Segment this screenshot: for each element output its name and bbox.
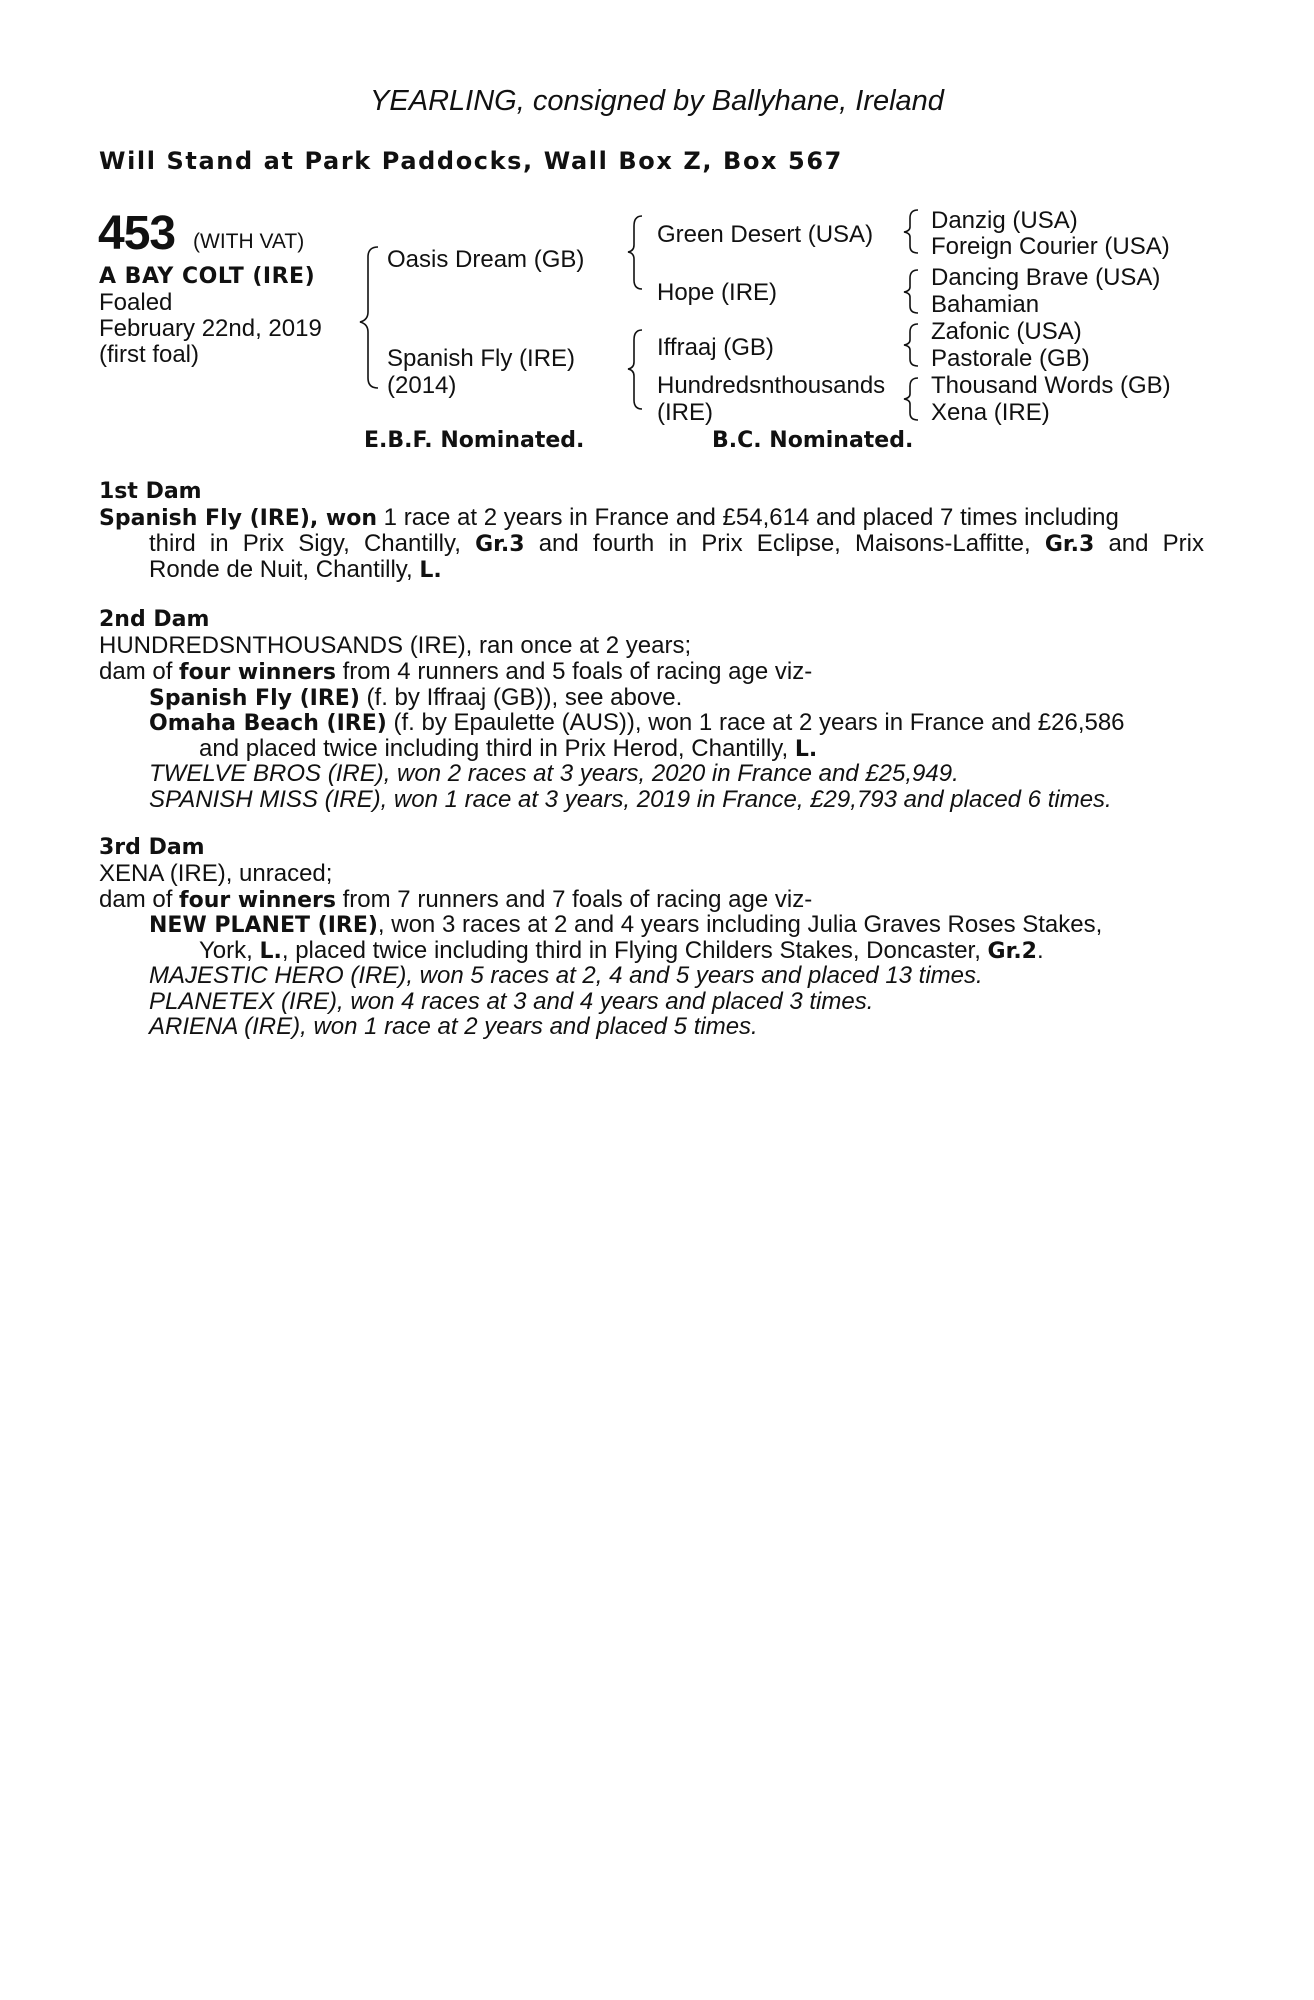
dam2-offspring-2-text: (f. by Epaulette (AUS)), won 1 race at 2 years in France and £26,586: [386, 709, 1125, 736]
dam3-offspring-1-grade: Gr.2: [987, 939, 1037, 964]
dam3-offspring-1-listed: L.: [259, 939, 282, 964]
brace-generation-1: [360, 247, 378, 388]
ebf-nomination: E.B.F. Nominated.: [364, 428, 585, 453]
pedigree-dam-year: (2014): [387, 372, 457, 399]
pedigree-dam-dam: Hundredsnthousands: [657, 372, 886, 399]
foaled-label: Foaled: [99, 289, 173, 316]
section-title-3rd-dam: 3rd Dam: [99, 835, 205, 860]
dam3-offspring-4: [149, 1013, 758, 1041]
section-title-1st-dam: 1st Dam: [99, 479, 202, 504]
dam3-offspring-1-text-2a: York,: [199, 937, 260, 964]
lot-number: 453: [98, 207, 176, 260]
dam3-offspring-3: [149, 988, 873, 1016]
dam1-text-2c: and Prix: [1094, 530, 1205, 557]
dam1-line-3: [149, 556, 442, 584]
dam2-offspring-3: [149, 760, 959, 788]
dam1-line-1: [99, 504, 1204, 532]
bc-nomination: B.C. Nominated.: [712, 428, 914, 453]
page-title: YEARLING, consigned by Ballyhane, Ireland: [370, 85, 944, 117]
dam2-offspring-4: [149, 786, 1112, 814]
dam2-offspring-2-text-2: and placed twice including third in Prix Herod, Chantilly,: [199, 735, 795, 762]
pedigree-sire-dam: Hope (IRE): [657, 279, 778, 306]
dam2-line-1: HUNDREDSNTHOUSANDS (IRE), ran once at 2 years;: [99, 632, 692, 659]
dam2-text-2a: dam of: [99, 658, 180, 685]
dam3-line-1: XENA (IRE), unraced;: [99, 860, 333, 887]
pedigree-dss: Zafonic (USA): [931, 318, 1082, 345]
foaled-date: February 22nd, 2019: [99, 315, 322, 342]
dam3-offspring-1-name: NEW PLANET (IRE): [149, 913, 378, 938]
lot-name: A BAY COLT (IRE): [99, 264, 316, 289]
dam3-line-2: [99, 886, 812, 914]
dam1-text-2a: third in Prix Sigy, Chantilly,: [149, 530, 476, 557]
dam1-grade-1: Gr.3: [475, 532, 525, 557]
pedigree-ssd: Foreign Courier (USA): [931, 233, 1170, 260]
pedigree-dam: Spanish Fly (IRE): [387, 345, 576, 372]
dam2-offspring-1-name: Spanish Fly (IRE): [149, 686, 360, 711]
dam3-offspring-1-text-2b: , placed twice including third in Flying Childers Stakes, Doncaster,: [281, 937, 988, 964]
dam2-offspring-1-text: (f. by Iffraaj (GB)), see above.: [359, 684, 683, 711]
dam3-offspring-2-name: MAJESTIC HERO (IRE): [149, 962, 407, 989]
dam3-offspring-4-text: , won 1 race at 2 years and placed 5 times.: [300, 1013, 758, 1040]
foal-note: (first foal): [99, 341, 200, 368]
dam2-offspring-4-name: SPANISH MISS (IRE): [149, 786, 381, 813]
dam3-text-2c: from 7 runners and 7 foals of racing age viz-: [335, 886, 813, 913]
dam3-offspring-2-text: , won 5 races at 2, 4 and 5 years and placed 13 times.: [406, 962, 983, 989]
dam1-grade-2: Gr.3: [1044, 532, 1095, 557]
dam3-text-2a: dam of: [99, 886, 180, 913]
dam2-offspring-1: [149, 684, 682, 712]
dam3-offspring-1-text: , won 3 races at 2 and 4 years including Julia Graves Roses Stakes,: [377, 911, 1103, 938]
pedigree-dds: Thousand Words (GB): [931, 372, 1171, 399]
dam2-line-2: [99, 658, 812, 686]
dam3-offspring-4-name: ARIENA (IRE): [149, 1013, 301, 1040]
vat-note: (WITH VAT): [193, 230, 305, 253]
brace-iffraaj: [904, 324, 918, 366]
pedigree-dsd: Pastorale (GB): [931, 345, 1090, 372]
brace-hundredsnthousands: [904, 378, 918, 420]
brace-green-desert: [904, 210, 918, 253]
section-title-2nd-dam: 2nd Dam: [99, 607, 210, 632]
pedigree-sss: Danzig (USA): [931, 207, 1078, 234]
dam1-text-1: 1 race at 2 years in France and £54,614 and placed 7 times including: [377, 504, 1119, 531]
dam1-text-2b: and fourth in Prix Eclipse, Maisons-Laffitte,: [524, 530, 1045, 557]
pedigree-dam-sire: Iffraaj (GB): [657, 334, 774, 361]
dam2-offspring-3-name: TWELVE BROS (IRE): [149, 760, 384, 787]
dam1-name: Spanish Fly (IRE): [99, 506, 310, 531]
pedigree-ddd: Xena (IRE): [931, 399, 1050, 426]
dam1-won: , won: [309, 506, 378, 531]
brace-hope: [904, 270, 918, 313]
dam3-offspring-1-line-2: [199, 937, 1044, 965]
dam3-offspring-1-text-2c: .: [1036, 937, 1044, 964]
dam1-line-2: [149, 530, 1204, 558]
brace-sire-line: [628, 216, 642, 289]
dam2-offspring-2-line-2: [199, 735, 817, 763]
pedigree-sdd: Bahamian: [931, 291, 1040, 318]
stand-location: Will Stand at Park Paddocks, Wall Box Z, Box 567: [99, 147, 843, 175]
dam2-text-2c: from 4 runners and 5 foals of racing age viz-: [335, 658, 813, 685]
brace-dam-line: [628, 330, 642, 409]
pedigree-dam-dam-country: (IRE): [657, 399, 713, 426]
dam3-offspring-2: [149, 962, 983, 990]
pedigree-sds: Dancing Brave (USA): [931, 264, 1161, 291]
dam2-offspring-3-text: , won 2 races at 3 years, 2020 in France and £25,949.: [383, 760, 959, 787]
pedigree-sire-sire: Green Desert (USA): [657, 221, 874, 248]
dam2-offspring-2-name: Omaha Beach (IRE): [149, 711, 387, 736]
dam2-offspring-4-text: , won 1 race at 3 years, 2019 in France, £29,793 and placed 6 times.: [380, 786, 1112, 813]
dam3-offspring-3-text: , won 4 races at 3 and 4 years and placed 3 times.: [337, 988, 874, 1015]
dam3-winners: four winners: [179, 888, 336, 913]
pedigree-sire: Oasis Dream (GB): [387, 246, 585, 273]
dam2-winners: four winners: [179, 660, 336, 685]
dam2-offspring-2-listed: L.: [794, 737, 818, 762]
dam3-offspring-1: [149, 911, 1102, 939]
dam1-text-3a: Ronde de Nuit, Chantilly,: [149, 556, 420, 583]
dam1-listed: L.: [419, 558, 442, 583]
dam3-offspring-3-name: PLANETEX (IRE): [149, 988, 338, 1015]
dam2-offspring-2: [149, 709, 1125, 737]
